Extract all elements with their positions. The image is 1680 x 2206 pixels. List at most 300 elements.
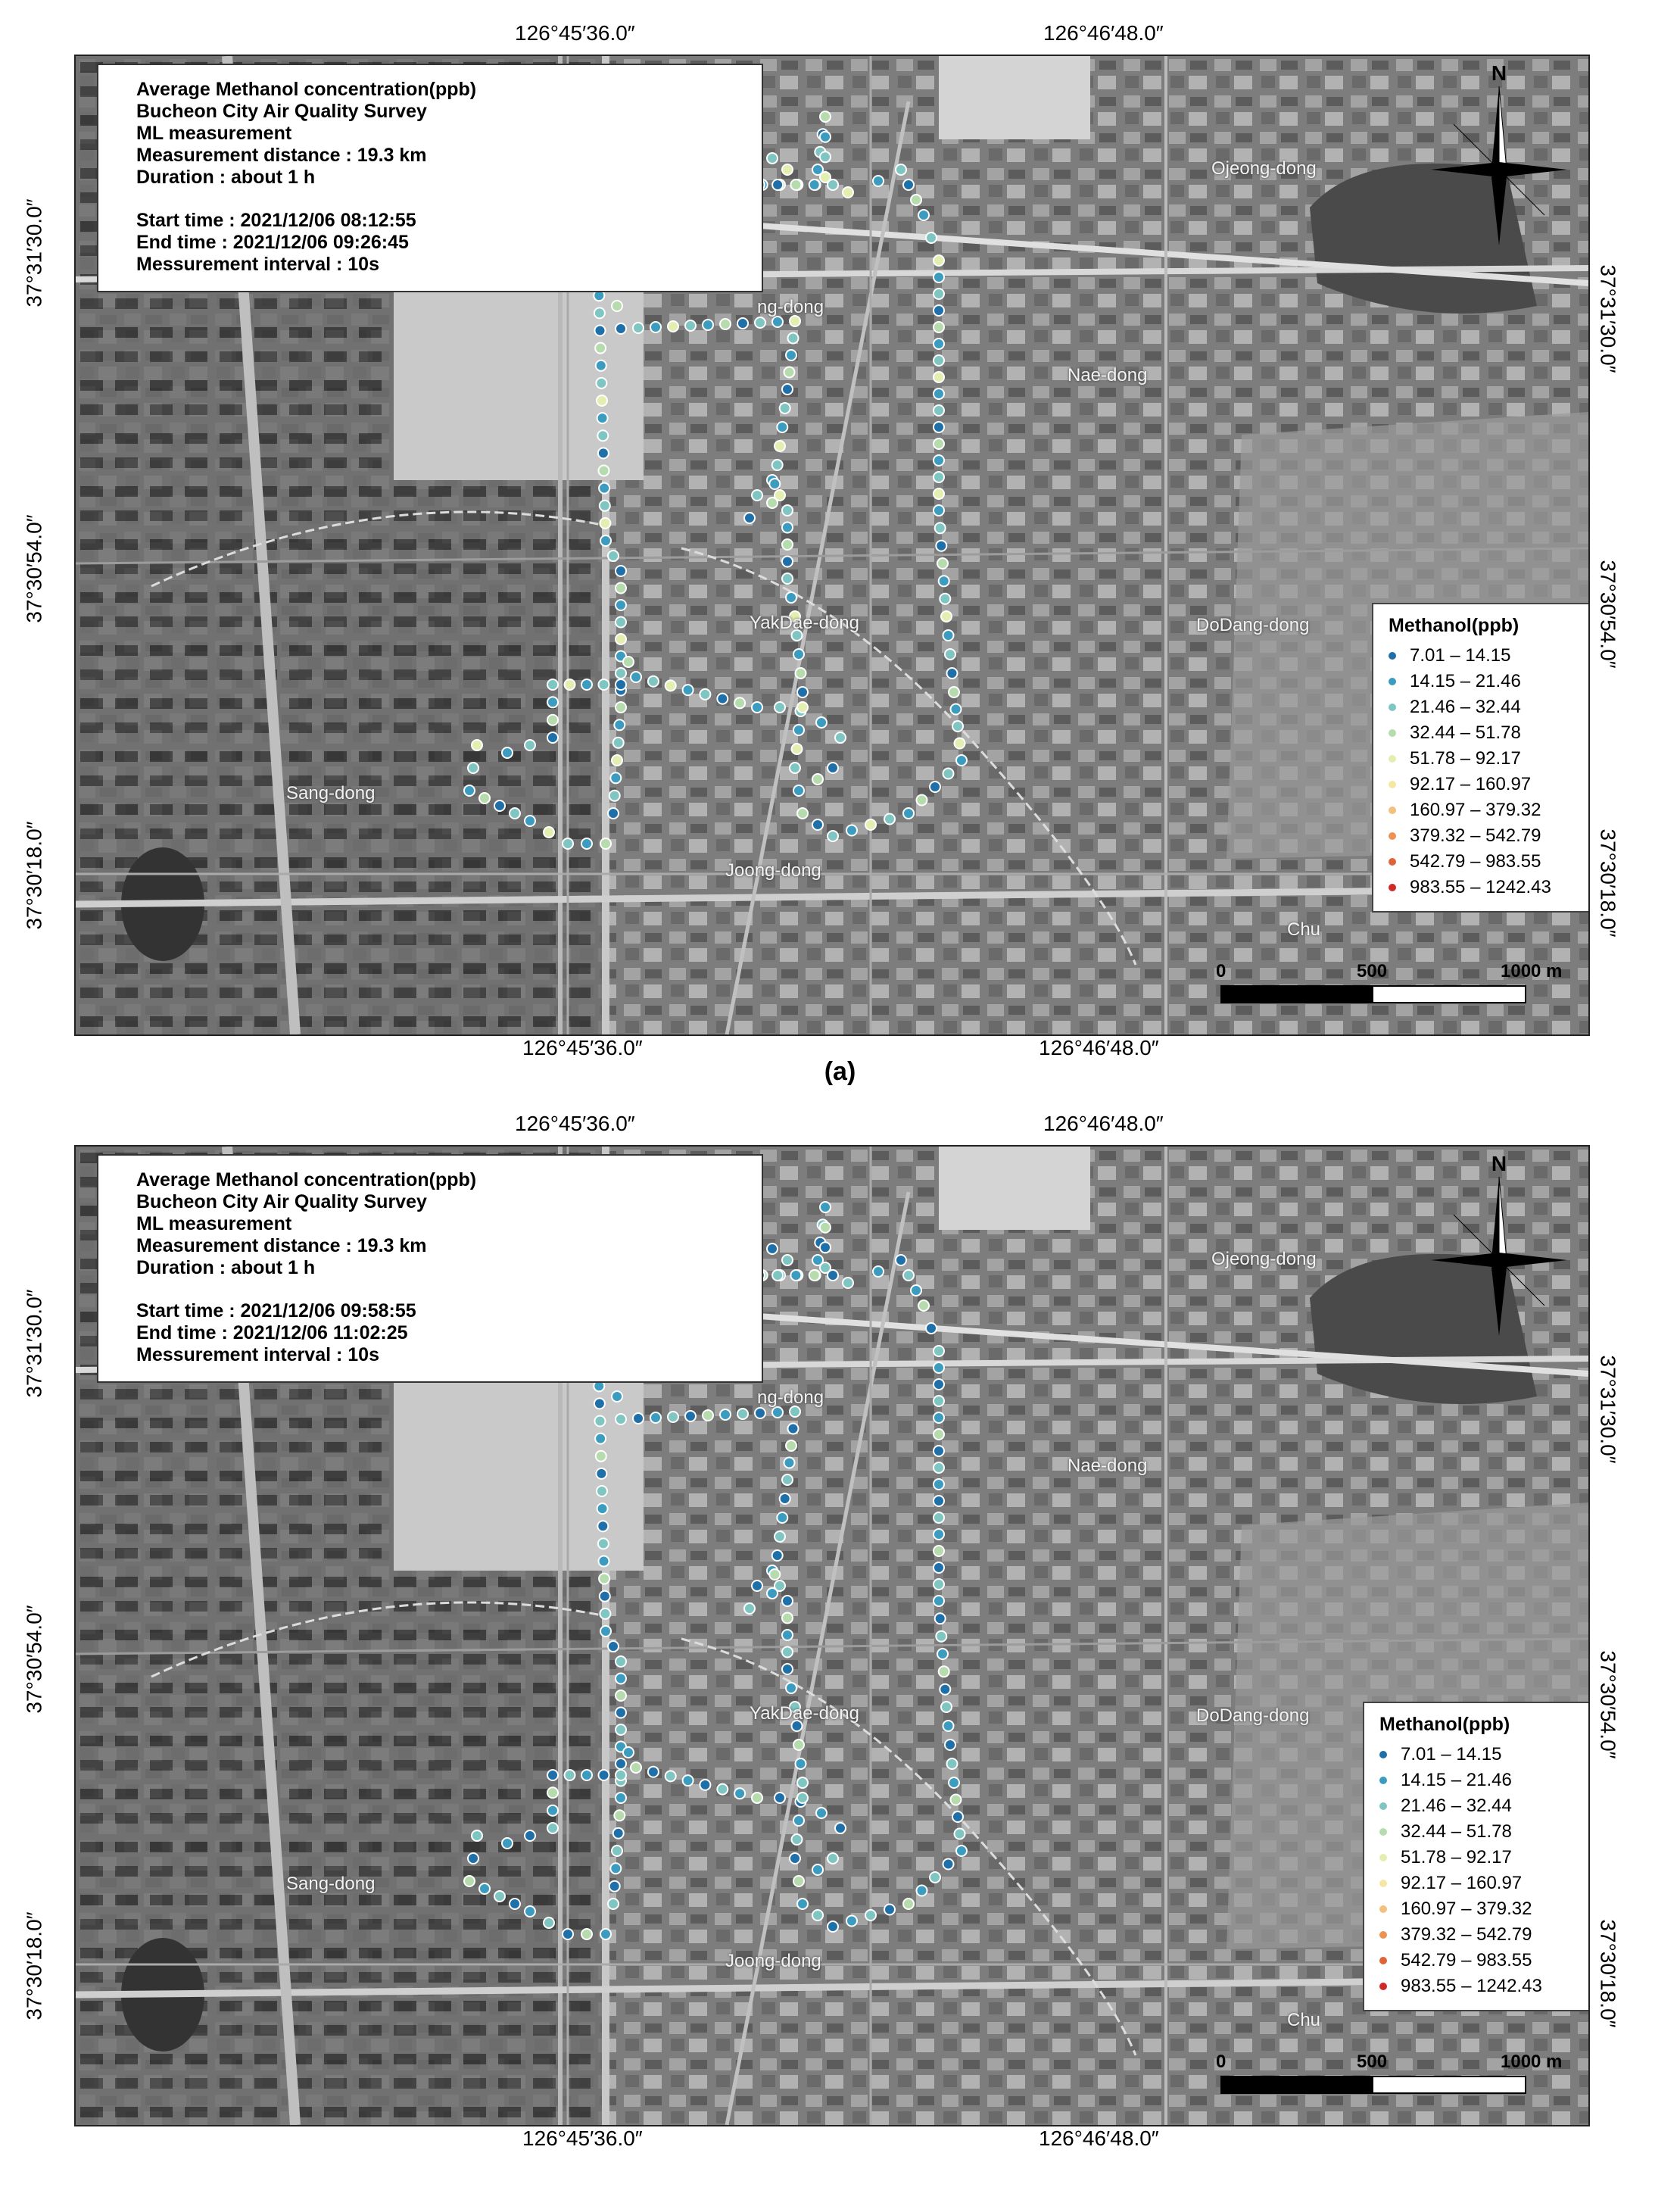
measurement-point bbox=[683, 1775, 694, 1786]
coord-left-1: 37°31′30.0″ bbox=[22, 1289, 46, 1398]
measurement-point bbox=[947, 668, 958, 679]
measurement-point bbox=[846, 1916, 857, 1927]
measurement-point bbox=[717, 694, 728, 704]
info-interval: Messurement interval : 10s bbox=[136, 1344, 379, 1365]
measurement-point bbox=[809, 179, 820, 190]
info-title: Average Methanol concentration(ppb) bbox=[136, 1169, 477, 1190]
measurement-point bbox=[782, 1255, 793, 1265]
coord-right-2: 37°30′54.0″ bbox=[1596, 560, 1620, 669]
place-label-nae: Nae-dong bbox=[1068, 365, 1148, 385]
measurement-point bbox=[903, 1270, 914, 1281]
legend-item bbox=[1389, 823, 1579, 849]
measurement-point bbox=[608, 808, 619, 819]
legend-dot-icon bbox=[1379, 1854, 1387, 1861]
measurement-point bbox=[609, 1881, 620, 1892]
info-duration: Duration : about 1 h bbox=[136, 1257, 316, 1278]
measurement-point bbox=[934, 322, 944, 332]
measurement-point bbox=[613, 738, 624, 748]
scale-label-zero: 0 bbox=[1216, 2052, 1226, 2072]
measurement-point bbox=[936, 541, 946, 551]
legend-item bbox=[1389, 849, 1579, 875]
measurement-point bbox=[911, 1285, 921, 1296]
measurement-point bbox=[793, 1876, 804, 1886]
legend-item-label: 7.01 – 14.15 bbox=[1410, 645, 1511, 666]
measurement-point bbox=[873, 176, 884, 186]
measurement-point bbox=[934, 1446, 944, 1456]
measurement-point bbox=[896, 164, 906, 175]
measurement-point bbox=[547, 1823, 558, 1833]
measurement-point bbox=[903, 179, 914, 190]
info-box bbox=[97, 64, 763, 292]
measurement-point bbox=[934, 1462, 944, 1473]
measurement-point bbox=[616, 1770, 626, 1780]
measurement-point bbox=[949, 1777, 959, 1788]
legend-title: Methanol(ppb) bbox=[1379, 1714, 1510, 1735]
measurement-point bbox=[595, 326, 606, 336]
measurement-point bbox=[934, 1346, 944, 1356]
info-end-time: End time : 2021/12/06 11:02:25 bbox=[136, 1322, 408, 1343]
measurement-point bbox=[782, 573, 793, 584]
measurement-point bbox=[755, 317, 765, 328]
legend-item-label: 983.55 – 1242.43 bbox=[1410, 877, 1551, 897]
measurement-point bbox=[949, 687, 959, 697]
measurement-point bbox=[608, 1641, 619, 1652]
measurement-point bbox=[668, 321, 678, 332]
measurement-point bbox=[936, 1631, 946, 1642]
measurement-point bbox=[934, 1412, 944, 1423]
measurement-point bbox=[717, 1784, 728, 1795]
measurement-point bbox=[597, 430, 608, 441]
measurement-point bbox=[609, 791, 620, 801]
measurement-point bbox=[940, 594, 950, 604]
coord-right-1: 37°31′30.0″ bbox=[1596, 1355, 1620, 1464]
measurement-point bbox=[865, 1910, 876, 1920]
measurement-point bbox=[599, 483, 609, 494]
measurement-point bbox=[665, 1771, 676, 1781]
legend-item bbox=[1389, 875, 1579, 900]
measurement-point bbox=[595, 1434, 606, 1444]
measurement-point bbox=[820, 111, 831, 122]
measurement-point bbox=[951, 1795, 962, 1805]
measurement-point bbox=[934, 1546, 944, 1556]
legend-item-label: 32.44 – 51.78 bbox=[1410, 722, 1521, 743]
place-label-yakdae: YakDae-dong bbox=[750, 1703, 859, 1724]
measurement-point bbox=[616, 1708, 626, 1718]
legend-item-label: 51.78 – 92.17 bbox=[1410, 748, 1521, 769]
measurement-point bbox=[828, 1270, 838, 1281]
place-label-joong: Joong-dong bbox=[725, 860, 821, 881]
measurement-point bbox=[616, 1414, 626, 1424]
measurement-point bbox=[934, 1396, 944, 1406]
info-duration: Duration : about 1 h bbox=[136, 167, 316, 188]
coord-left-2: 37°30′54.0″ bbox=[22, 514, 46, 623]
measurement-point bbox=[581, 679, 592, 690]
measurement-point bbox=[623, 657, 634, 667]
measurement-point bbox=[797, 1899, 808, 1909]
measurement-point bbox=[547, 679, 558, 690]
measurement-point bbox=[616, 702, 626, 713]
measurement-point bbox=[934, 272, 944, 282]
legend-dot-icon bbox=[1389, 729, 1396, 737]
measurement-point bbox=[784, 1458, 795, 1468]
measurement-point bbox=[956, 1846, 967, 1856]
measurement-point bbox=[685, 1411, 696, 1421]
measurement-point bbox=[828, 1853, 838, 1864]
measurement-point bbox=[796, 1758, 806, 1769]
measurement-point bbox=[934, 1512, 944, 1523]
place-label-dodang: DoDang-dong bbox=[1196, 615, 1310, 635]
measurement-point bbox=[790, 763, 800, 773]
map-panel-b bbox=[0, 1091, 1680, 2181]
measurement-point bbox=[703, 320, 713, 330]
legend-item-label: 379.32 – 542.79 bbox=[1401, 1924, 1532, 1945]
measurement-point bbox=[782, 1474, 793, 1485]
measurement-point bbox=[780, 1493, 790, 1504]
measurement-point bbox=[955, 1829, 965, 1839]
measurement-point bbox=[464, 1876, 475, 1886]
coord-right-2: 37°30′54.0″ bbox=[1596, 1650, 1620, 1759]
measurement-point bbox=[828, 1921, 838, 1932]
measurement-point bbox=[792, 1834, 803, 1845]
measurement-point bbox=[468, 763, 478, 773]
measurement-point bbox=[608, 1899, 619, 1909]
legend-item bbox=[1379, 1922, 1579, 1948]
measurement-point bbox=[782, 1596, 793, 1606]
info-distance: Measurement distance : 19.3 km bbox=[136, 145, 427, 166]
measurement-point bbox=[769, 1569, 780, 1580]
coord-bottom-2: 126°46′48.0″ bbox=[1039, 1036, 1159, 1059]
measurement-point bbox=[600, 535, 611, 546]
measurement-point bbox=[525, 816, 535, 826]
measurement-point bbox=[668, 1412, 678, 1422]
coord-top-2: 126°46′48.0″ bbox=[1043, 21, 1164, 45]
legend-dot-icon bbox=[1379, 1751, 1387, 1758]
measurement-point bbox=[943, 630, 954, 641]
satellite-map bbox=[74, 55, 1590, 1036]
measurement-point bbox=[596, 378, 606, 388]
measurement-point bbox=[599, 679, 609, 690]
scale-label-end: 1000 m bbox=[1501, 2052, 1563, 2072]
legend-item-label: 7.01 – 14.15 bbox=[1401, 1744, 1502, 1764]
info-method: ML measurement bbox=[136, 1213, 292, 1234]
legend-item-label: 32.44 – 51.78 bbox=[1401, 1821, 1512, 1842]
legend-dot-icon bbox=[1389, 832, 1396, 840]
measurement-point bbox=[600, 1626, 611, 1637]
info-interval: Messurement interval : 10s bbox=[136, 254, 379, 275]
measurement-point bbox=[812, 819, 823, 830]
measurement-point bbox=[786, 1683, 796, 1693]
measurement-point bbox=[873, 1266, 884, 1277]
measurement-point bbox=[782, 164, 793, 175]
scale-label-zero: 0 bbox=[1216, 961, 1226, 981]
measurement-point bbox=[600, 1591, 610, 1602]
measurement-point bbox=[648, 1767, 659, 1777]
coord-bottom-1: 126°45′36.0″ bbox=[522, 2126, 643, 2150]
legend-item bbox=[1389, 772, 1579, 797]
measurement-point bbox=[934, 355, 944, 366]
measurement-point bbox=[479, 793, 490, 803]
compass-n-label: N bbox=[1491, 61, 1507, 85]
measurement-point bbox=[700, 689, 710, 700]
measurement-point bbox=[755, 1408, 765, 1418]
measurement-point bbox=[775, 1531, 785, 1542]
measurement-point bbox=[767, 1243, 778, 1254]
measurement-point bbox=[782, 505, 793, 516]
measurement-point bbox=[930, 782, 940, 792]
measurement-point bbox=[820, 1222, 831, 1233]
measurement-point bbox=[612, 1846, 622, 1856]
measurement-point bbox=[734, 697, 745, 708]
measurement-point bbox=[685, 320, 696, 331]
measurement-point bbox=[782, 384, 793, 395]
measurement-point bbox=[934, 1562, 944, 1573]
measurement-point bbox=[510, 1899, 520, 1909]
measurement-point bbox=[939, 576, 949, 586]
info-start-time: Start time : 2021/12/06 08:12:55 bbox=[136, 210, 416, 231]
measurement-point bbox=[797, 687, 808, 697]
scale-label-end: 1000 m bbox=[1501, 961, 1563, 981]
place-label-nae: Nae-dong bbox=[1068, 1456, 1148, 1476]
measurement-point bbox=[544, 1917, 554, 1928]
legend-item-label: 92.17 – 160.97 bbox=[1410, 774, 1532, 794]
measurement-point bbox=[683, 685, 694, 695]
measurement-point bbox=[616, 668, 626, 679]
info-distance: Measurement distance : 19.3 km bbox=[136, 1235, 427, 1256]
measurement-point bbox=[544, 827, 554, 838]
measurement-point bbox=[599, 1556, 609, 1567]
legend-dot-icon bbox=[1389, 678, 1396, 685]
measurement-point bbox=[734, 1788, 745, 1799]
measurement-point bbox=[934, 438, 944, 449]
measurement-point bbox=[631, 672, 641, 682]
measurement-point bbox=[934, 1379, 944, 1390]
measurement-point bbox=[767, 498, 778, 508]
measurement-point bbox=[752, 1580, 762, 1591]
measurement-point bbox=[812, 1910, 823, 1920]
measurement-point bbox=[812, 774, 823, 785]
place-label-ojeong: Ojeong-dong bbox=[1211, 1249, 1317, 1269]
legend-dot-icon bbox=[1379, 1905, 1387, 1913]
measurement-point bbox=[793, 725, 804, 735]
place-label-gang: ng-dong bbox=[757, 297, 824, 317]
measurement-point bbox=[599, 1770, 609, 1780]
measurement-point bbox=[835, 1823, 846, 1833]
measurement-point bbox=[935, 523, 946, 533]
coord-left-3: 37°30′18.0″ bbox=[22, 1911, 46, 2020]
measurement-point bbox=[934, 339, 944, 349]
measurement-point bbox=[796, 668, 806, 679]
legend-item-label: 92.17 – 160.97 bbox=[1401, 1873, 1523, 1893]
measurement-point bbox=[616, 1690, 626, 1701]
measurement-point bbox=[468, 1853, 478, 1864]
measurement-point bbox=[926, 232, 937, 243]
place-label-ojeong: Ojeong-dong bbox=[1211, 158, 1317, 179]
measurement-point bbox=[790, 1853, 800, 1864]
measurement-point bbox=[917, 795, 927, 806]
measurement-point bbox=[937, 558, 948, 569]
measurement-point bbox=[896, 1255, 906, 1265]
place-label-joong: Joong-dong bbox=[725, 1951, 821, 1971]
info-box bbox=[97, 1154, 763, 1383]
measurement-point bbox=[775, 1793, 785, 1803]
measurement-point bbox=[608, 551, 619, 561]
measurement-point bbox=[502, 1838, 513, 1849]
coord-left-1: 37°31′30.0″ bbox=[22, 198, 46, 307]
measurement-point bbox=[934, 1496, 944, 1506]
measurement-point bbox=[525, 740, 535, 750]
legend-item bbox=[1379, 1974, 1579, 1999]
measurement-point bbox=[952, 721, 963, 732]
measurement-point bbox=[752, 702, 762, 713]
legend-title: Methanol(ppb) bbox=[1389, 615, 1519, 636]
measurement-point bbox=[596, 360, 606, 371]
legend bbox=[1372, 603, 1590, 913]
measurement-point bbox=[600, 501, 610, 511]
legend-item bbox=[1379, 1768, 1579, 1793]
coord-right-3: 37°30′18.0″ bbox=[1596, 828, 1620, 938]
measurement-point bbox=[772, 317, 783, 327]
measurement-point bbox=[600, 838, 611, 849]
measurement-point bbox=[820, 151, 831, 162]
measurement-point bbox=[941, 1702, 952, 1712]
measurement-point bbox=[597, 1521, 608, 1531]
measurement-point bbox=[597, 1486, 607, 1496]
scale-label-mid: 500 bbox=[1357, 961, 1388, 981]
measurement-point bbox=[612, 301, 622, 311]
legend-item-label: 379.32 – 542.79 bbox=[1410, 825, 1541, 846]
measurement-point bbox=[939, 1666, 949, 1677]
coord-right-3: 37°30′18.0″ bbox=[1596, 1919, 1620, 2028]
measurement-point bbox=[934, 372, 944, 382]
measurement-point bbox=[600, 1608, 610, 1619]
measurement-point bbox=[816, 1808, 827, 1818]
measurement-point bbox=[737, 1409, 748, 1419]
measurement-point bbox=[788, 1424, 799, 1434]
measurement-point bbox=[777, 422, 787, 432]
legend-dot-icon bbox=[1379, 1802, 1387, 1810]
measurement-point bbox=[828, 179, 838, 190]
measurement-point bbox=[846, 825, 857, 836]
measurement-point bbox=[610, 1863, 621, 1874]
measurement-point bbox=[788, 333, 799, 344]
place-label-yakdae: YakDae-dong bbox=[750, 613, 859, 633]
legend-dot-icon bbox=[1379, 1983, 1387, 1990]
legend-item bbox=[1389, 643, 1579, 669]
measurement-point bbox=[918, 1300, 929, 1311]
scale-bar bbox=[1216, 2052, 1584, 2094]
measurement-point bbox=[951, 704, 962, 715]
measurement-point bbox=[941, 611, 952, 622]
measurement-point bbox=[614, 719, 625, 730]
measurement-point bbox=[943, 1859, 954, 1870]
place-label-chun: Chu bbox=[1287, 919, 1321, 940]
measurement-point bbox=[782, 1664, 793, 1674]
info-title: Average Methanol concentration(ppb) bbox=[136, 79, 477, 100]
measurement-point bbox=[744, 1603, 755, 1614]
measurement-point bbox=[884, 814, 895, 825]
measurement-point bbox=[934, 1429, 944, 1440]
legend-dot-icon bbox=[1389, 704, 1396, 711]
measurement-point bbox=[616, 634, 626, 644]
measurement-point bbox=[797, 1793, 808, 1803]
measurement-point bbox=[472, 740, 482, 750]
measurement-point bbox=[720, 1409, 731, 1420]
measurement-point bbox=[865, 819, 876, 830]
measurement-point bbox=[547, 1770, 558, 1780]
measurement-point bbox=[772, 1550, 783, 1561]
legend-item-label: 14.15 – 21.46 bbox=[1410, 671, 1521, 691]
measurement-point bbox=[596, 1468, 606, 1479]
measurement-point bbox=[782, 557, 793, 567]
measurement-point bbox=[820, 1242, 831, 1253]
measurement-point bbox=[955, 738, 965, 749]
measurement-point bbox=[809, 1270, 820, 1281]
info-end-time: End time : 2021/12/06 09:26:45 bbox=[136, 232, 409, 253]
legend-item-label: 14.15 – 21.46 bbox=[1401, 1770, 1512, 1790]
measurement-point bbox=[737, 318, 748, 329]
measurement-point bbox=[648, 676, 659, 687]
measurement-point bbox=[790, 1270, 801, 1281]
measurement-point bbox=[952, 1811, 963, 1822]
measurement-point bbox=[703, 1410, 713, 1421]
legend-dot-icon bbox=[1379, 1931, 1387, 1939]
measurement-point bbox=[464, 785, 475, 796]
measurement-point bbox=[934, 1579, 944, 1590]
measurement-point bbox=[828, 763, 838, 773]
measurement-point bbox=[613, 1828, 624, 1839]
measurement-point bbox=[903, 808, 914, 819]
legend-item-label: 21.46 – 32.44 bbox=[1401, 1796, 1512, 1816]
measurement-point bbox=[610, 772, 621, 783]
legend-item bbox=[1379, 1793, 1579, 1819]
measurement-point bbox=[494, 800, 505, 811]
measurement-point bbox=[616, 600, 626, 610]
legend-item-label: 21.46 – 32.44 bbox=[1410, 697, 1521, 717]
legend-item bbox=[1389, 669, 1579, 694]
measurement-point bbox=[843, 1278, 853, 1288]
legend-item-label: 542.79 – 983.55 bbox=[1401, 1950, 1532, 1970]
measurement-point bbox=[752, 1793, 762, 1803]
legend-item-label: 542.79 – 983.55 bbox=[1410, 851, 1541, 872]
measurement-point bbox=[772, 460, 783, 470]
measurement-point bbox=[786, 1440, 796, 1451]
measurement-point bbox=[934, 388, 944, 399]
legend-dot-icon bbox=[1389, 884, 1396, 891]
legend-item-label: 160.97 – 379.32 bbox=[1401, 1899, 1532, 1919]
coord-top-1: 126°45′36.0″ bbox=[515, 1112, 635, 1135]
measurement-point bbox=[616, 1758, 626, 1769]
measurement-point bbox=[596, 1451, 606, 1462]
measurement-point bbox=[884, 1905, 895, 1915]
legend-item-label: 983.55 – 1242.43 bbox=[1401, 1976, 1542, 1996]
measurement-point bbox=[956, 755, 967, 766]
measurement-point bbox=[525, 1906, 535, 1917]
north-arrow-icon bbox=[1423, 1147, 1575, 1336]
measurement-point bbox=[665, 680, 676, 691]
measurement-point bbox=[934, 255, 944, 266]
legend-dot-icon bbox=[1389, 781, 1396, 788]
measurement-point bbox=[934, 455, 944, 466]
info-method: ML measurement bbox=[136, 123, 292, 144]
measurement-point bbox=[700, 1780, 710, 1790]
measurement-point bbox=[935, 1613, 946, 1624]
measurement-point bbox=[720, 319, 731, 329]
measurement-point bbox=[599, 466, 609, 476]
measurement-point bbox=[581, 1770, 592, 1780]
measurement-point bbox=[777, 1512, 787, 1523]
measurement-point bbox=[563, 838, 573, 849]
measurement-point bbox=[633, 323, 644, 333]
